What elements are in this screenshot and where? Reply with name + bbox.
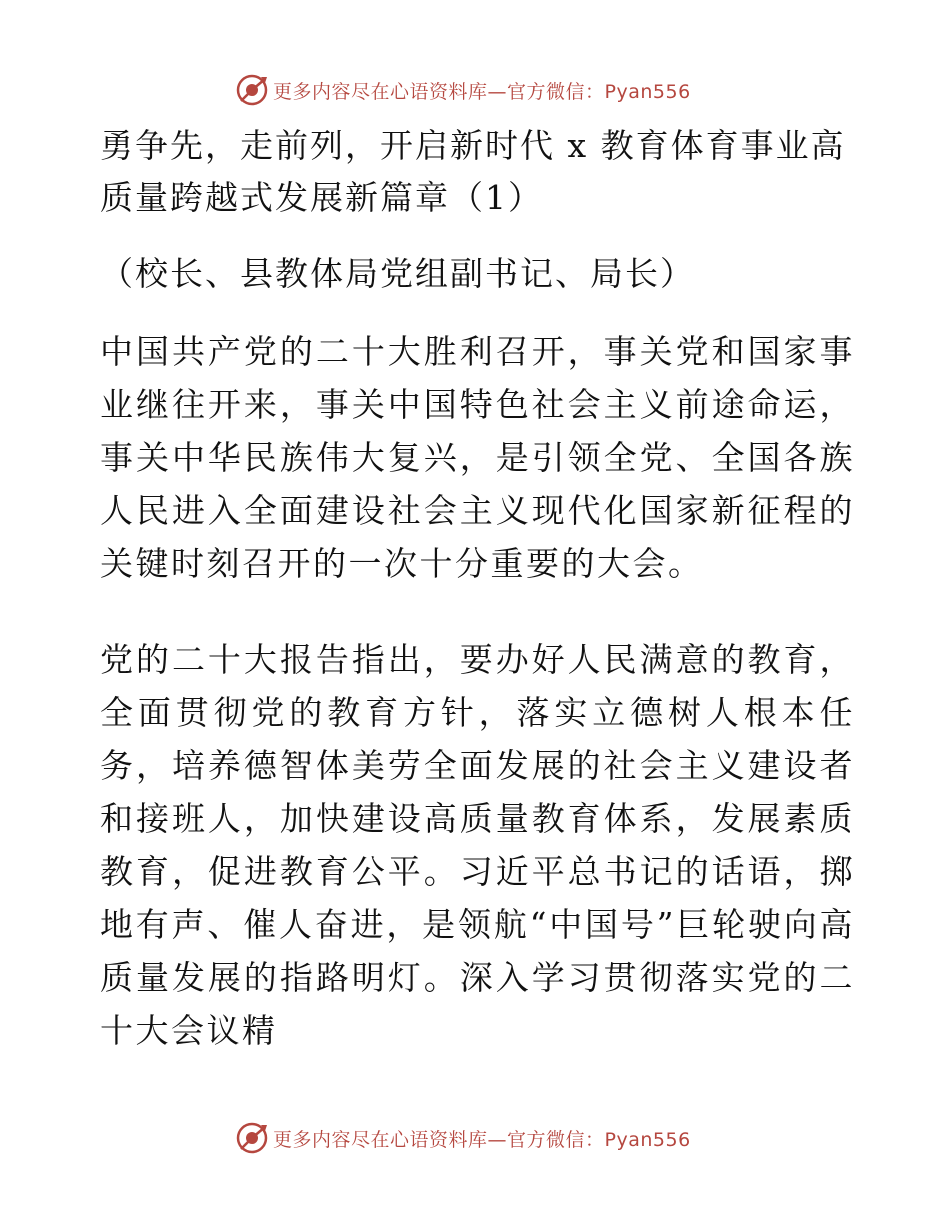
paragraph: 中国共产党的二十大胜利召开，事关党和国家事业继往开来，事关中国特色社会主义前途命运，事关中华民族伟大复兴，是引领全党、全国各族人民进入全面建设社会主义现代化国家新征程的关键时刻召开的一次十分重要的大会。 xyxy=(100,332,855,583)
footer-banner xyxy=(0,1118,950,1158)
author-line: （校长、县教体局党组副书记、局长） xyxy=(100,254,695,293)
paragraph: 党的二十大报告指出，要办好人民满意的教育，全面贯彻党的教育方针，落实立德树人根本任务，培养德智体美劳全面发展的社会主义建设者和接班人，加快建设高质量教育体系，发展素质教育，促进教育公平。习近平总书记的话语，掷地有声、催人奋进，是领航“中国号”巨轮驶向高质量发展的指路明灯。深入学习贯彻落实党的二十大会议精 xyxy=(100,640,855,1050)
header-banner-text: 更多内容尽在心语资料库—官方微信：Pyan556 xyxy=(273,80,691,103)
brand-logo-icon xyxy=(235,1121,269,1155)
header-banner xyxy=(0,70,950,110)
document-title: 勇争先，走前列，开启新时代 x 教育体育事业高质量跨越式发展新篇章（1） xyxy=(100,126,846,217)
footer-banner-content xyxy=(235,1118,691,1158)
brand-logo-icon xyxy=(235,73,269,107)
header-banner-content xyxy=(235,70,691,110)
footer-banner-text: 更多内容尽在心语资料库—官方微信：Pyan556 xyxy=(273,1128,691,1151)
